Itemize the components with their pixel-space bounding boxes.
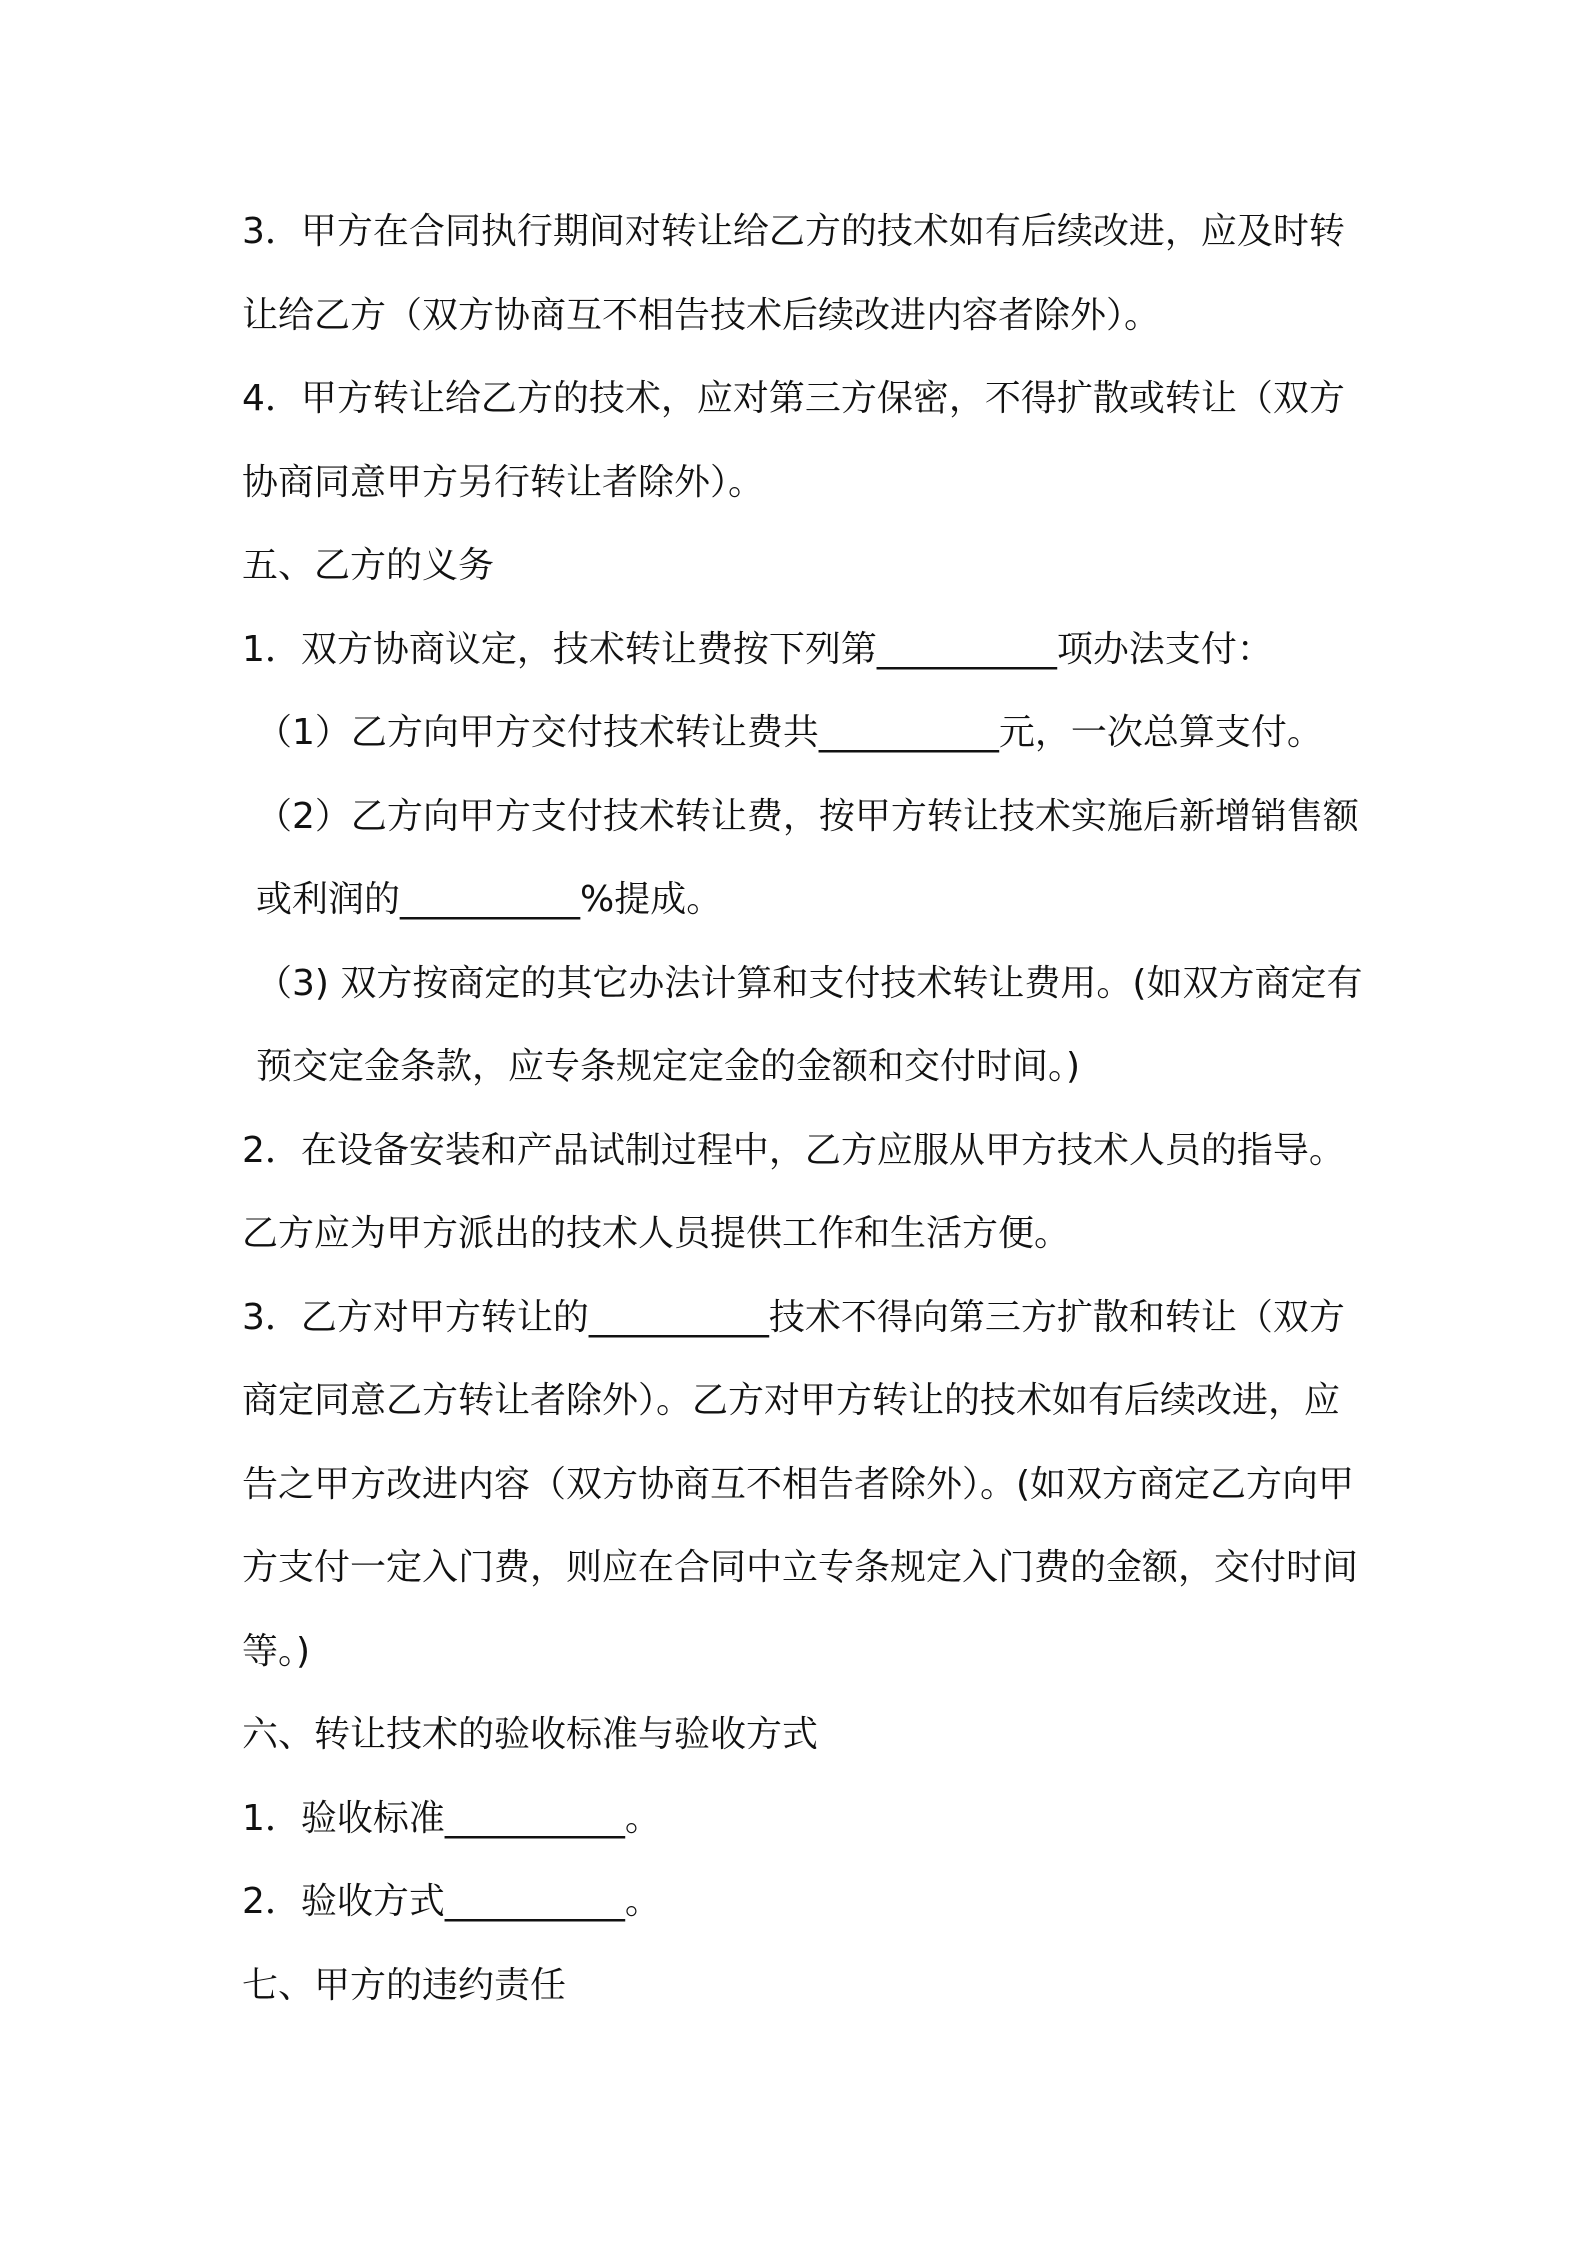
- clause-paragraph: 2．验收方式__________。: [242, 1881, 661, 1922]
- sub-clause-paragraph: （1）乙方向甲方交付技术转让费共__________元，一次总算支付。: [256, 712, 1323, 753]
- clause-paragraph: 4．甲方转让给乙方的技术，应对第三方保密，不得扩散或转让（双方协商同意甲方另行转让者除外）。: [242, 378, 1345, 503]
- sub-clause-paragraph: （2）乙方向甲方支付技术转让费，按甲方转让技术实施后新增销售额或利润的__________%提成。: [256, 795, 1359, 920]
- section-heading: 七、甲方的违约责任: [242, 1964, 567, 2006]
- clause-paragraph: 1．双方协商议定，技术转让费按下列第__________项办法支付：: [242, 628, 1273, 670]
- section-heading: 五、乙方的义务: [242, 545, 495, 586]
- document-body: [242, 190, 1372, 2027]
- sub-clause-paragraph: （3) 双方按商定的其它办法计算和支付技术转让费用。(如双方商定有预交定金条款，应专条规定定金的金额和交付时间。): [256, 962, 1363, 1087]
- clause-paragraph: 3．甲方在合同执行期间对转让给乙方的技术如有后续改进，应及时转让给乙方（双方协商互不相告技术后续改进内容者除外）。: [242, 211, 1345, 336]
- clause-paragraph: 1．验收标准__________。: [242, 1797, 661, 1839]
- clause-paragraph: 3．乙方对甲方转让的__________技术不得向第三方扩散和转让（双方商定同意乙方转让者除外）。乙方对甲方转让的技术如有后续改进，应告之甲方改进内容（双方协商互不相告者除外）。(如双方商定乙方向甲方支付一定入门费，则应在合同中立专条规定入门费的金额，交付时间等。): [242, 1296, 1359, 1672]
- clause-paragraph: 2．在设备安装和产品试制过程中，乙方应服从甲方技术人员的指导。乙方应为甲方派出的技术人员提供工作和生活方便。: [242, 1129, 1345, 1254]
- section-heading: 六、转让技术的验收标准与验收方式: [242, 1714, 819, 1755]
